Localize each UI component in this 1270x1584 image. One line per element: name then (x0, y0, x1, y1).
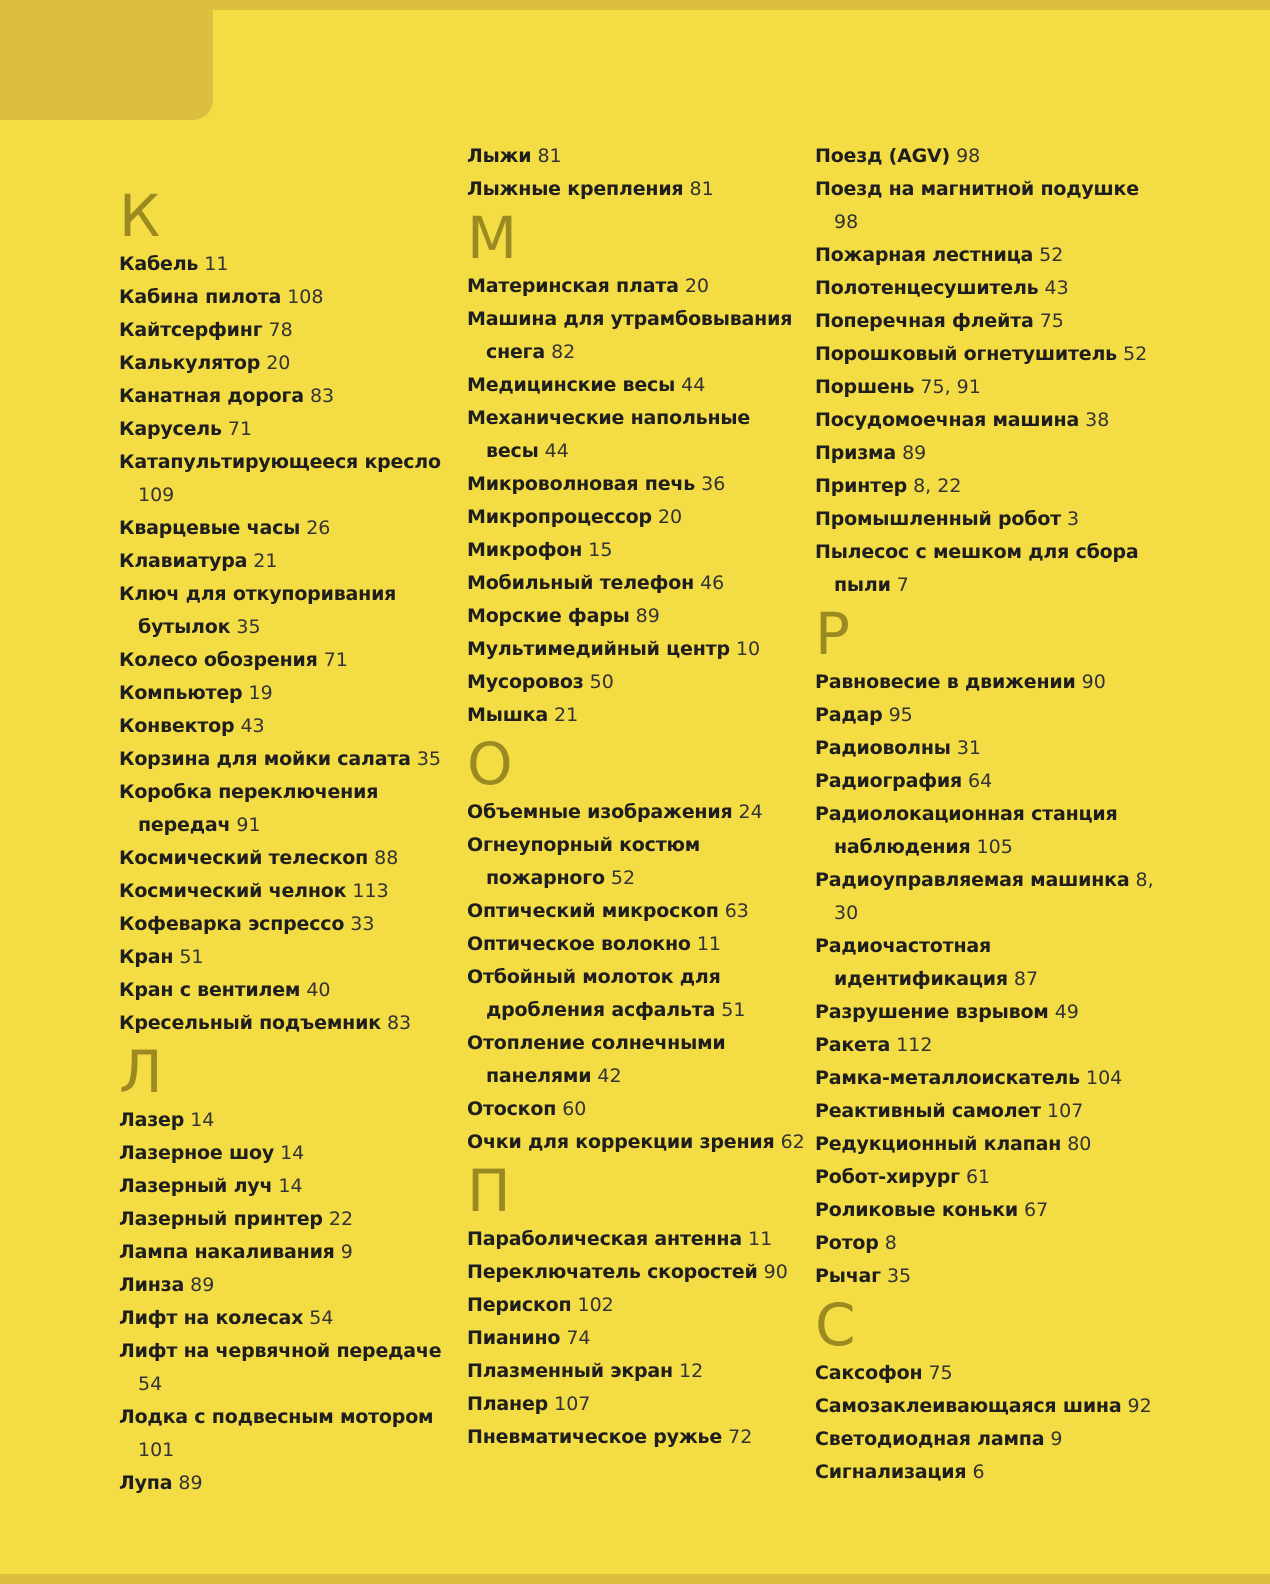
entry-pages: 107 (554, 1393, 591, 1415)
section-letter: К (119, 182, 161, 250)
entry-pages: 43 (1044, 277, 1069, 299)
index-entry (815, 1095, 1155, 1128)
entry-pages: 38 (1085, 409, 1110, 431)
index-entry (815, 1357, 1155, 1390)
entry-pages: 21 (554, 704, 579, 726)
entry-pages: 89 (902, 442, 927, 464)
entry-pages: 24 (738, 801, 763, 823)
index-entry (467, 270, 807, 303)
index-entry (467, 1223, 807, 1256)
entry-term: Посудомоечная машина (815, 409, 1080, 431)
corner-tab (0, 0, 213, 120)
entry-term: Космический челнок (119, 880, 347, 902)
entry-pages: 63 (724, 900, 749, 922)
entry-pages: 78 (268, 319, 293, 341)
index-entry (815, 1194, 1155, 1227)
section-letter: Л (119, 1038, 163, 1106)
index-entry (119, 875, 459, 908)
index-entry (467, 796, 807, 829)
entry-term: Механические напольные весы (467, 407, 751, 462)
index-entry (467, 1388, 807, 1421)
entry-pages: 108 (287, 286, 324, 308)
entry-term: Промышленный робот (815, 508, 1061, 530)
entry-term: Радиолокационная станция наблюдения (815, 803, 1118, 858)
entry-term: Принтер (815, 475, 908, 497)
entry-pages: 88 (374, 847, 399, 869)
entry-pages: 14 (280, 1142, 305, 1164)
entry-term: Рычаг (815, 1265, 881, 1287)
entry-term: Ротор (815, 1232, 879, 1254)
index-entry (815, 1062, 1155, 1095)
entry-term: Лупа (119, 1472, 173, 1494)
entry-pages: 52 (1039, 244, 1064, 266)
entry-term: Лазерный луч (119, 1175, 273, 1197)
index-entry (815, 765, 1155, 798)
entry-pages: 9 (1050, 1428, 1063, 1450)
index-entry (467, 501, 807, 534)
entry-pages: 81 (537, 145, 562, 167)
entry-term: Отбойный молоток для дробления асфальта (467, 966, 721, 1021)
entry-term: Сигнализация (815, 1461, 967, 1483)
index-entry (815, 1390, 1155, 1423)
index-entry (119, 1467, 459, 1500)
entry-pages: 83 (309, 385, 335, 407)
entry-pages: 49 (1054, 1001, 1079, 1023)
entry-term: Микроволновая печь (467, 473, 696, 495)
entry-pages: 8, 22 (913, 475, 962, 497)
entry-pages: 105 (976, 836, 1013, 858)
index-entry (815, 239, 1155, 272)
section-letter: М (467, 204, 518, 272)
entry-pages: 35 (416, 748, 441, 770)
entry-pages: 44 (681, 374, 706, 396)
entry-term: Кайтсерфинг (119, 319, 263, 341)
entry-term: Оптический микроскоп (467, 900, 719, 922)
entry-pages: 71 (323, 649, 348, 671)
entry-term: Призма (815, 442, 897, 464)
entry-pages: 11 (204, 253, 229, 275)
index-entry (815, 798, 1155, 864)
entry-term: Мобильный телефон (467, 572, 695, 594)
index-entry (467, 1322, 807, 1355)
entry-term: Корзина для мойки салата (119, 748, 411, 770)
entry-term: Плазменный экран (467, 1360, 673, 1382)
entry-pages: 95 (888, 704, 913, 726)
index-entry (815, 272, 1155, 305)
index-entry (467, 1093, 807, 1126)
index-entry (119, 248, 459, 281)
entry-term: Роликовые коньки (815, 1199, 1018, 1221)
entry-pages: 60 (562, 1098, 587, 1120)
entry-pages: 75 (1039, 310, 1064, 332)
entry-term: Рамка-металлоискатель (815, 1067, 1080, 1089)
entry-pages: 35 (236, 616, 261, 638)
entry-pages: 62 (780, 1131, 805, 1153)
index-entry (815, 503, 1155, 536)
entry-term: Равновесие в движении (815, 671, 1076, 693)
entry-term: Порошковый огнетушитель (815, 343, 1117, 365)
entry-term: Радиочастотная идентификация (815, 935, 1008, 990)
index-entry (119, 347, 459, 380)
index-entry (815, 1423, 1155, 1456)
entry-pages: 75 (928, 1362, 953, 1384)
index-entry (815, 1161, 1155, 1194)
entry-pages: 50 (589, 671, 614, 693)
index-entry (467, 666, 807, 699)
index-entry (119, 380, 459, 413)
entry-pages: 67 (1024, 1199, 1049, 1221)
entry-pages: 3 (1067, 508, 1080, 530)
index-entry (467, 829, 807, 895)
entry-term: Кран (119, 946, 174, 968)
entry-pages: 19 (248, 682, 273, 704)
index-entry (815, 930, 1155, 996)
entry-term: Кабина пилота (119, 286, 282, 308)
index-entry (119, 1269, 459, 1302)
entry-pages: 51 (179, 946, 204, 968)
entry-term: Микрофон (467, 539, 583, 561)
entry-term: Реактивный самолет (815, 1100, 1041, 1122)
entry-pages: 14 (190, 1109, 215, 1131)
entry-term: Морские фары (467, 605, 630, 627)
index-entry (119, 1137, 459, 1170)
entry-pages: 7 (896, 574, 909, 596)
entry-pages: 54 (309, 1307, 334, 1329)
index-entry (119, 1335, 459, 1401)
entry-term: Кран с вентилем (119, 979, 301, 1001)
index-entry (815, 305, 1155, 338)
index-column-3 (815, 140, 1155, 1489)
section-letter: П (467, 1157, 511, 1225)
entry-pages: 9 (340, 1241, 353, 1263)
entry-pages: 11 (696, 933, 722, 955)
entry-pages: 46 (700, 572, 725, 594)
index-entry (119, 281, 459, 314)
index-entry (467, 1126, 807, 1159)
entry-pages: 71 (227, 418, 253, 440)
entry-term: Поршень (815, 376, 915, 398)
index-column-1 (119, 184, 459, 1500)
entry-term: Компьютер (119, 682, 243, 704)
index-entry (815, 1456, 1155, 1489)
index-entry (467, 1289, 807, 1322)
entry-pages: 74 (566, 1327, 591, 1349)
section-letter: Р (815, 600, 850, 668)
entry-term: Объемные изображения (467, 801, 733, 823)
entry-term: Мусоровоз (467, 671, 584, 693)
index-entry (467, 140, 807, 173)
index-entry (467, 633, 807, 666)
entry-term: Очки для коррекции зрения (467, 1131, 775, 1153)
entry-term: Конвектор (119, 715, 235, 737)
entry-pages: 51 (721, 999, 746, 1021)
entry-pages: 44 (544, 440, 569, 462)
index-entry (119, 446, 459, 512)
entry-term: Планер (467, 1393, 549, 1415)
entry-pages: 91 (236, 814, 261, 836)
entry-term: Самозаклеивающаяся шина (815, 1395, 1122, 1417)
entry-term: Мультимедийный центр (467, 638, 730, 660)
index-entry (815, 1029, 1155, 1062)
entry-pages: 92 (1127, 1395, 1152, 1417)
entry-term: Параболическая антенна (467, 1228, 742, 1250)
index-entry (467, 1256, 807, 1289)
entry-pages: 113 (352, 880, 389, 902)
index-column-2 (467, 140, 807, 1454)
entry-term: Кресельный подъемник (119, 1012, 381, 1034)
entry-pages: 43 (240, 715, 265, 737)
index-entry (119, 644, 459, 677)
entry-term: Радиоволны (815, 737, 951, 759)
index-entry (119, 1104, 459, 1137)
entry-pages: 33 (350, 913, 375, 935)
entry-pages: 104 (1085, 1067, 1123, 1089)
entry-pages: 82 (551, 341, 576, 363)
entry-term: Лазер (119, 1109, 185, 1131)
entry-pages: 98 (834, 211, 859, 233)
entry-term: Микропроцессор (467, 506, 652, 528)
entry-term: Саксофон (815, 1362, 923, 1384)
entry-term: Робот-хирург (815, 1166, 960, 1188)
index-entry (119, 842, 459, 875)
entry-pages: 8, 30 (834, 869, 1154, 924)
entry-pages: 52 (1123, 343, 1148, 365)
entry-term: Перископ (467, 1294, 572, 1316)
entry-pages: 90 (1081, 671, 1106, 693)
entry-pages: 22 (328, 1208, 354, 1230)
index-entry (119, 776, 459, 842)
entry-pages: 90 (763, 1261, 788, 1283)
entry-term: Материнская плата (467, 275, 679, 297)
entry-term: Радар (815, 704, 883, 726)
entry-term: Лампа накаливания (119, 1241, 335, 1263)
entry-pages: 11 (748, 1228, 773, 1250)
index-entry (119, 314, 459, 347)
entry-pages: 52 (610, 867, 636, 889)
entry-pages: 10 (735, 638, 761, 660)
entry-pages: 87 (1013, 968, 1039, 990)
index-entry (815, 437, 1155, 470)
entry-term: Отоскоп (467, 1098, 557, 1120)
index-entry (119, 743, 459, 776)
index-entry (119, 413, 459, 446)
index-entry (119, 974, 459, 1007)
index-entry (467, 1027, 807, 1093)
index-entry (119, 578, 459, 644)
index-entry (119, 1203, 459, 1236)
entry-pages: 75, 91 (920, 376, 981, 398)
section-letter: О (467, 730, 513, 798)
entry-pages: 83 (386, 1012, 412, 1034)
entry-term: Поезд на магнитной подушке (815, 178, 1139, 200)
entry-term: Клавиатура (119, 550, 248, 572)
entry-term: Лифт на колесах (119, 1307, 304, 1329)
index-entry (467, 928, 807, 961)
entry-term: Кофеварка эспрессо (119, 913, 345, 935)
index-entry (815, 666, 1155, 699)
entry-term: Пожарная лестница (815, 244, 1034, 266)
entry-pages: 98 (956, 145, 981, 167)
entry-term: Переключатель скоростей (467, 1261, 758, 1283)
entry-pages: 89 (178, 1472, 203, 1494)
entry-pages: 89 (190, 1274, 215, 1296)
index-entry (119, 677, 459, 710)
entry-pages: 20 (657, 506, 683, 528)
index-entry (467, 173, 807, 206)
entry-term: Лазерный принтер (119, 1208, 323, 1230)
index-entry (119, 941, 459, 974)
entry-pages: 15 (588, 539, 613, 561)
entry-pages: 20 (266, 352, 291, 374)
index-entry (467, 1355, 807, 1388)
entry-term: Пневматическое ружье (467, 1426, 723, 1448)
index-entry (815, 1128, 1155, 1161)
entry-pages: 20 (684, 275, 709, 297)
index-entry (815, 1227, 1155, 1260)
entry-pages: 26 (306, 517, 331, 539)
index-entry (119, 1401, 459, 1467)
index-entry (815, 338, 1155, 371)
entry-pages: 80 (1067, 1133, 1092, 1155)
entry-term: Светодиодная лампа (815, 1428, 1045, 1450)
index-entry (815, 864, 1155, 930)
index-entry (119, 1007, 459, 1040)
entry-term: Кабель (119, 253, 199, 275)
entry-term: Линза (119, 1274, 185, 1296)
entry-term: Мышка (467, 704, 548, 726)
entry-term: Поперечная флейта (815, 310, 1034, 332)
entry-pages: 109 (138, 484, 175, 506)
entry-pages: 8 (884, 1232, 897, 1254)
entry-pages: 72 (728, 1426, 753, 1448)
entry-term: Коробка переключения передач (119, 781, 379, 836)
entry-term: Канатная дорога (119, 385, 304, 407)
index-entry (815, 699, 1155, 732)
entry-pages: 112 (896, 1034, 933, 1056)
index-entry (467, 303, 807, 369)
index-entry (467, 699, 807, 732)
entry-pages: 54 (138, 1373, 163, 1395)
entry-term: Пианино (467, 1327, 561, 1349)
index-entry (467, 369, 807, 402)
entry-pages: 42 (597, 1065, 622, 1087)
entry-term: Ключ для откупоривания бутылок (119, 583, 397, 638)
entry-pages: 102 (577, 1294, 614, 1316)
entry-term: Лыжи (467, 145, 532, 167)
entry-term: Катапультирующееся кресло (119, 451, 441, 473)
index-entry (815, 732, 1155, 765)
index-entry (815, 1260, 1155, 1293)
entry-pages: 61 (965, 1166, 991, 1188)
section-letter: С (815, 1291, 856, 1359)
index-entry (119, 512, 459, 545)
index-entry (815, 536, 1155, 602)
entry-term: Лазерное шоу (119, 1142, 275, 1164)
entry-term: Огнеупорный костюм пожарного (467, 834, 701, 889)
index-entry (467, 468, 807, 501)
index-entry (815, 173, 1155, 239)
index-entry (815, 371, 1155, 404)
index-entry (467, 961, 807, 1027)
index-entry (119, 545, 459, 578)
entry-term: Радиография (815, 770, 962, 792)
entry-term: Медицинские весы (467, 374, 676, 396)
entry-term: Колесо обозрения (119, 649, 318, 671)
index-entry (467, 534, 807, 567)
index-entry (119, 1302, 459, 1335)
entry-term: Карусель (119, 418, 222, 440)
entry-term: Редукционный клапан (815, 1133, 1062, 1155)
index-entry (467, 567, 807, 600)
entry-pages: 12 (679, 1360, 704, 1382)
entry-term: Оптическое волокно (467, 933, 691, 955)
index-entry (815, 140, 1155, 173)
entry-term: Машина для утрамбовывания снега (467, 308, 793, 363)
index-entry (815, 996, 1155, 1029)
entry-term: Пылесос с мешком для сбора пыли (815, 541, 1139, 596)
entry-term: Кварцевые часы (119, 517, 301, 539)
index-entry (119, 710, 459, 743)
entry-term: Лифт на червячной передаче (119, 1340, 442, 1362)
entry-pages: 89 (635, 605, 660, 627)
entry-term: Отопление солнечными панелями (467, 1032, 726, 1087)
index-entry (119, 1170, 459, 1203)
entry-pages: 40 (306, 979, 331, 1001)
entry-pages: 101 (138, 1439, 175, 1461)
entry-pages: 81 (689, 178, 714, 200)
entry-term: Космический телескоп (119, 847, 369, 869)
entry-term: Калькулятор (119, 352, 261, 374)
entry-pages: 14 (278, 1175, 303, 1197)
index-entry (119, 1236, 459, 1269)
index-entry (467, 895, 807, 928)
bottom-band (0, 1574, 1270, 1584)
entry-term: Радиоуправляемая машинка (815, 869, 1130, 891)
entry-pages: 31 (956, 737, 981, 759)
entry-pages: 6 (972, 1461, 985, 1483)
entry-pages: 36 (701, 473, 726, 495)
entry-pages: 64 (968, 770, 993, 792)
index-entry (467, 600, 807, 633)
index-entry (815, 470, 1155, 503)
entry-pages: 21 (253, 550, 278, 572)
entry-pages: 107 (1047, 1100, 1084, 1122)
entry-term: Лыжные крепления (467, 178, 684, 200)
entry-term: Разрушение взрывом (815, 1001, 1049, 1023)
index-entry (815, 404, 1155, 437)
entry-term: Поезд (AGV) (815, 145, 951, 167)
entry-term: Ракета (815, 1034, 891, 1056)
entry-term: Лодка с подвесным мотором (119, 1406, 434, 1428)
index-entry (467, 1421, 807, 1454)
index-entry (119, 908, 459, 941)
index-entry (467, 402, 807, 468)
entry-term: Полотенцесушитель (815, 277, 1039, 299)
entry-pages: 35 (886, 1265, 912, 1287)
